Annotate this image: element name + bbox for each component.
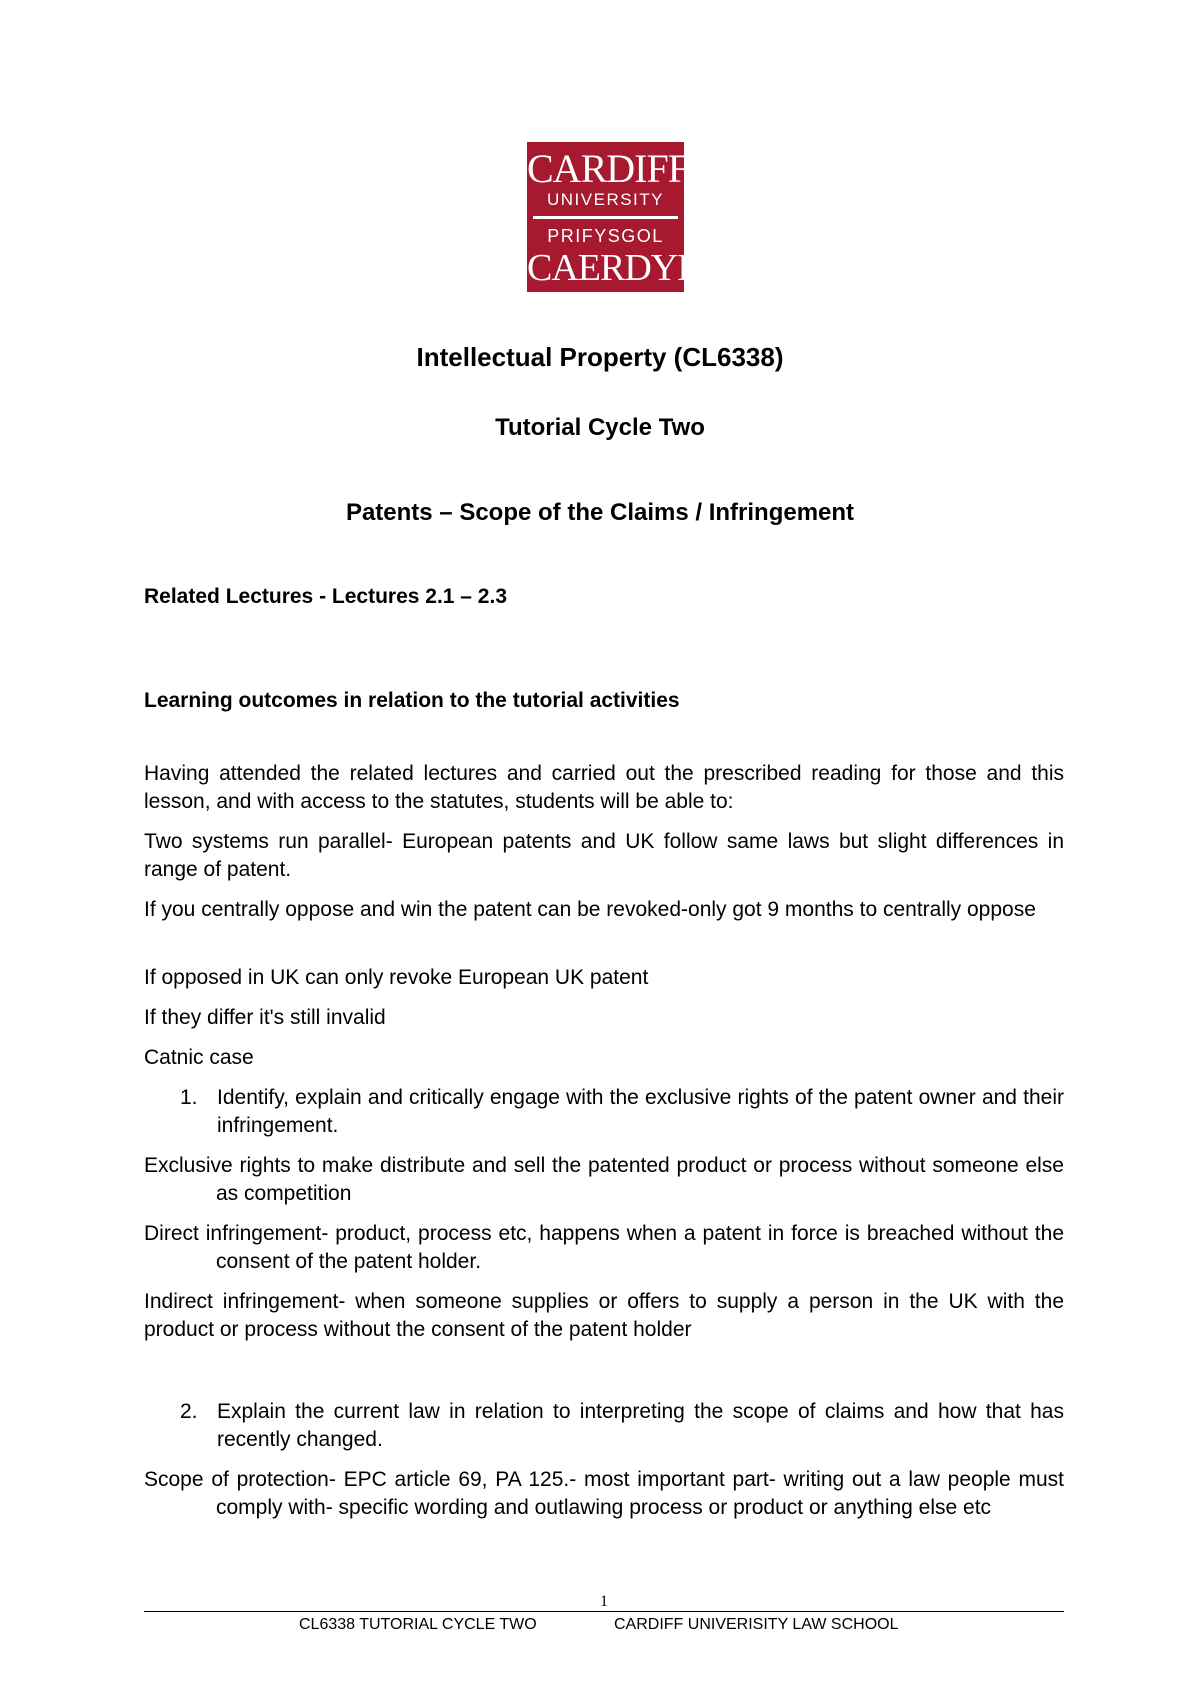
- paragraph-uk-opposition: If opposed in UK can only revoke European UK patent: [144, 966, 649, 989]
- paragraph-exclusive-rights: Exclusive rights to make distribute and sell the patented product or process without someone else as competition: [144, 1154, 1064, 1205]
- learning-outcomes-heading: Learning outcomes in relation to the tutorial activities: [144, 689, 680, 712]
- logo-top-panel: [527, 142, 689, 213]
- intro-paragraph: Having attended the related lectures and carried out the prescribed reading for those and this lesson, and with access to the statutes, students will be able to:: [144, 762, 1064, 813]
- paragraph-scope-of-protection: Scope of protection- EPC article 69, PA 125.- most important part- writing out a law people must comply with- specific wording and outlawing process or product or anything else etc: [144, 1468, 1064, 1519]
- logo-cardiff-text: CARDIFF: [527, 146, 689, 191]
- learning-outcome-1: Identify, explain and critically engage with the exclusive rights of the patent owner and their infringement.: [217, 1086, 1064, 1137]
- list-marker-1: 1.: [180, 1086, 198, 1109]
- learning-outcome-2: Explain the current law in relation to interpreting the scope of claims and how that has recently changed.: [217, 1400, 1064, 1451]
- paragraph-invalid: If they differ it's still invalid: [144, 1006, 386, 1029]
- logo-divider: [533, 216, 678, 219]
- paragraph-indirect-infringement: Indirect infringement- when someone supplies or offers to supply a person in the UK with the product or process without the consent of the patent holder: [144, 1290, 1064, 1341]
- paragraph-direct-infringement: Direct infringement- product, process etc, happens when a patent in force is breached without the consent of the patent holder.: [144, 1222, 1064, 1273]
- document-title: Intellectual Property (CL6338): [416, 342, 784, 372]
- paragraph-catnic: Catnic case: [144, 1046, 254, 1069]
- list-marker-2: 2.: [180, 1400, 198, 1423]
- paragraph-two-systems: Two systems run parallel- European patents and UK follow same laws but slight differences in range of patent.: [144, 830, 1064, 881]
- logo-bottom-panel: [527, 222, 731, 292]
- footer-school-label: CARDIFF UNIVERISITY LAW SCHOOL: [614, 1616, 899, 1633]
- footer-divider: [144, 1611, 1064, 1612]
- logo-prifysgol-text: PRIFYSGOL: [547, 226, 664, 246]
- tutorial-cycle-heading: Tutorial Cycle Two: [495, 414, 705, 441]
- topic-heading: Patents – Scope of the Claims / Infringement: [345, 499, 855, 526]
- logo-university-text: UNIVERSITY: [546, 190, 665, 209]
- footer-course-label: CL6338 TUTORIAL CYCLE TWO: [299, 1616, 537, 1633]
- page-number: 1: [600, 1593, 608, 1610]
- logo-caerdydd-text: CAERDYDD: [527, 247, 731, 289]
- paragraph-central-opposition: If you centrally oppose and win the patent can be revoked-only got 9 months to centrally oppose: [144, 898, 1036, 921]
- related-lectures-heading: Related Lectures - Lectures 2.1 – 2.3: [144, 585, 507, 608]
- cardiff-university-logo: [527, 142, 731, 292]
